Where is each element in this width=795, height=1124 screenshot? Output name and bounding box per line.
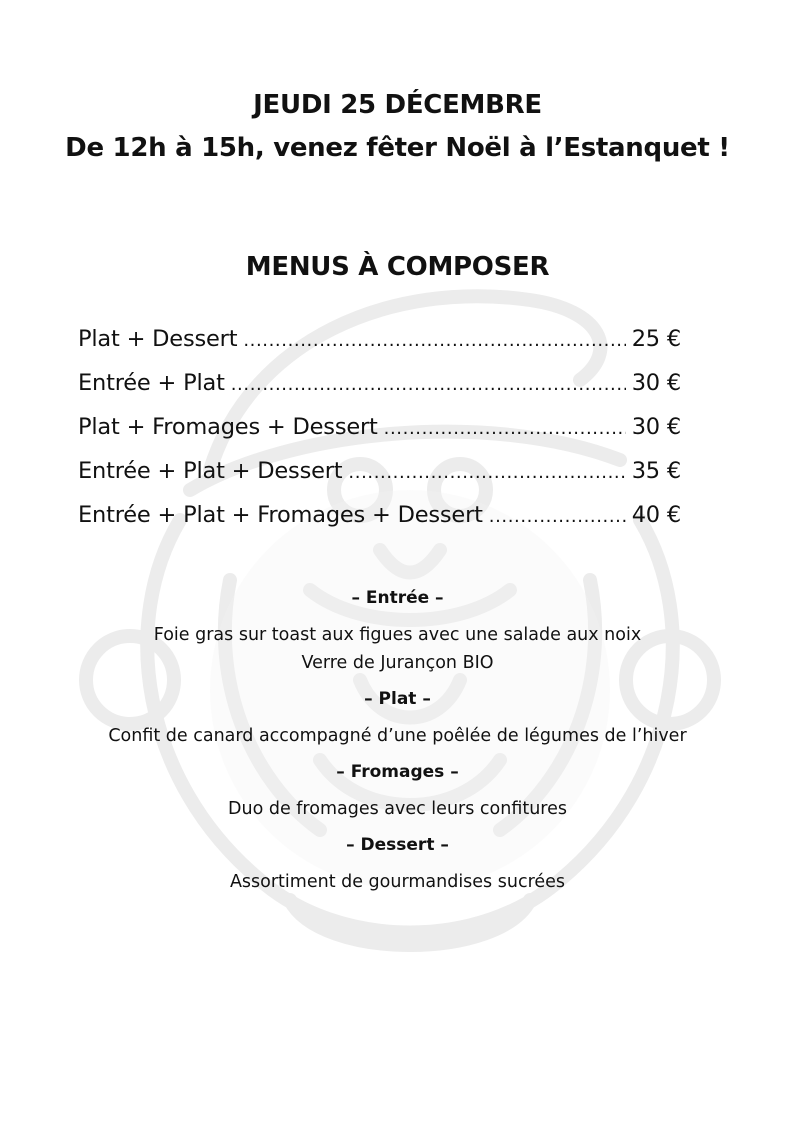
menu-price-list [78, 326, 681, 546]
menu-item-name: Entrée + Plat + Fromages + Dessert [78, 502, 483, 528]
course-line: Assortiment de gourmandises sucrées [229, 872, 566, 892]
event-date: JEUDI 25 DÉCEMBRE [253, 90, 542, 120]
menus-title: MENUS À COMPOSER [245, 252, 550, 282]
course-heading-fromages: – Fromages – [336, 762, 459, 782]
course-heading-entree: – Entrée – [351, 588, 444, 608]
course-line: Foie gras sur toast aux figues avec une salade aux noix [153, 625, 642, 645]
menu-item-price: 30 € [631, 370, 681, 396]
menu-item-name: Entrée + Plat [78, 370, 225, 396]
menu-item-price: 35 € [631, 458, 681, 484]
menu-item [78, 326, 681, 370]
event-invitation: De 12h à 15h, venez fêter Noël à l’Estanquet ! [65, 133, 730, 163]
menu-item-name: Entrée + Plat + Dessert [78, 458, 343, 484]
menu-item-price: 40 € [631, 502, 681, 528]
menu-item-name: Plat + Fromages + Dessert [78, 414, 378, 440]
menu-item [78, 502, 681, 546]
course-line: Verre de Jurançon BIO [301, 653, 494, 673]
course-line: Confit de canard accompagné d’une poêlée de légumes de l’hiver [108, 726, 687, 746]
course-line: Duo de fromages avec leurs confitures [228, 799, 567, 819]
event-header [0, 84, 795, 170]
dot-leader [384, 418, 626, 439]
dot-leader [243, 330, 625, 351]
menu-item-price: 30 € [631, 414, 681, 440]
course-heading-dessert: – Dessert – [346, 835, 449, 855]
menu-item [78, 414, 681, 458]
course-heading-plat: – Plat – [364, 689, 431, 709]
menu-item-name: Plat + Dessert [78, 326, 238, 352]
dot-leader [348, 462, 625, 483]
menu-item [78, 458, 681, 502]
menu-item-price: 25 € [631, 326, 681, 352]
menu-item [78, 370, 681, 414]
dot-leader [231, 374, 626, 395]
course-descriptions [0, 585, 795, 896]
dot-leader [489, 506, 626, 527]
